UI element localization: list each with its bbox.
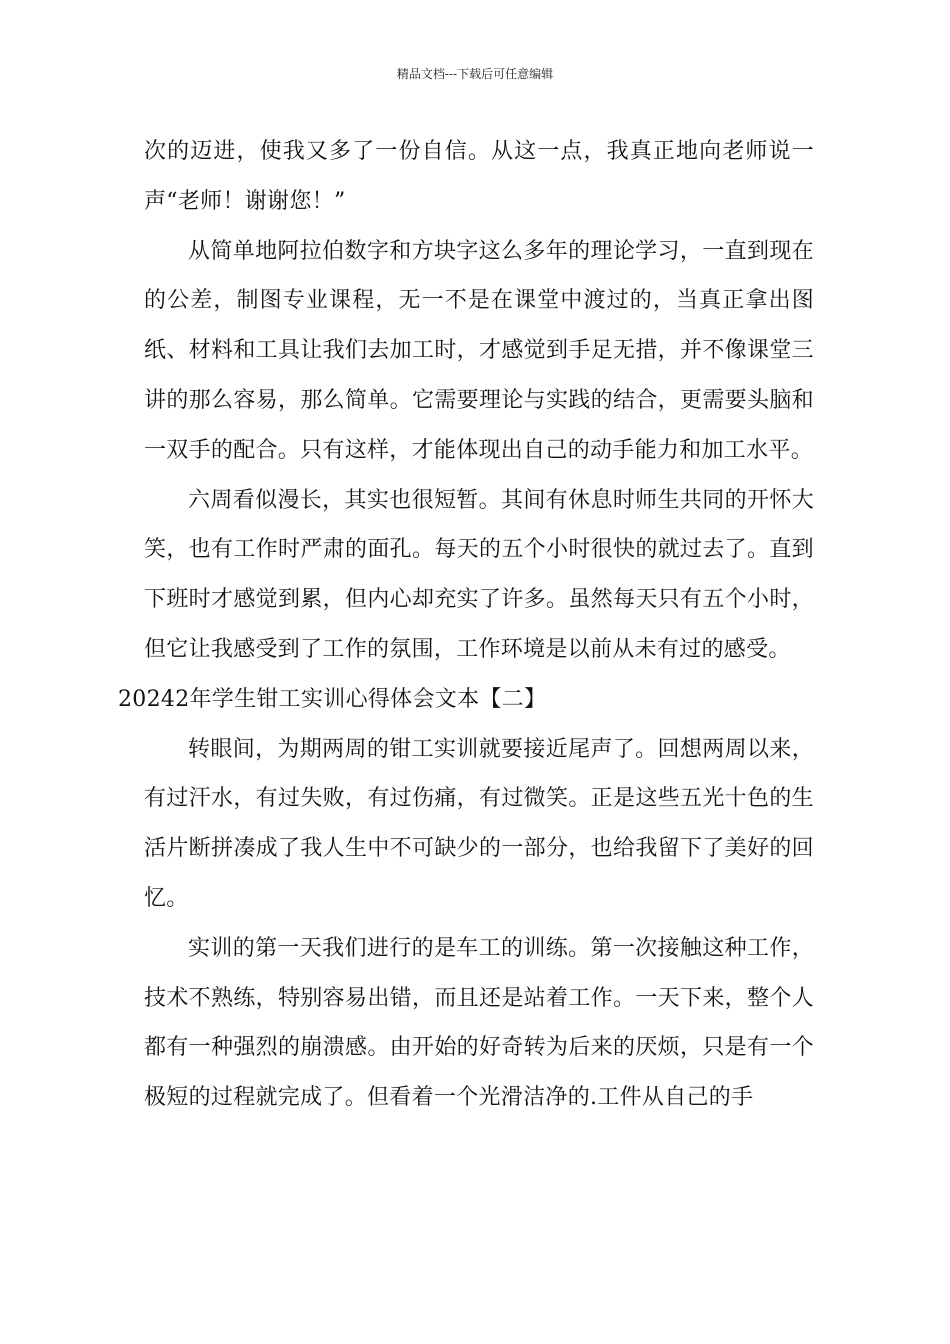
paragraph: 六周看似漫长，其实也很短暂。其间有休息时师生共同的开怀大笑，也有工作时严肃的面孔。每天的五个小时很快的就过去了。直到下班时才感觉到累，但内心却充实了许多。虽然每天只有五个小时，但它让我感受到了工作的氛围，工作环境是以前从未有过的感受。 <box>144 487 814 662</box>
paragraph: 实训的第一天我们进行的是车工的训练。第一次接触这种工作，技术不熟练，特别容易出错，而且还是站着工作。一天下来，整个人都有一种强烈的崩溃感。由开始的好奇转为后来的厌烦，只是有一个极短的过程就完成了。但看着一个光滑洁净的.工件从自己的手 <box>144 935 814 1111</box>
paragraph: 转眼间，为期两周的钳工实训就要接近尾声了。回想两周以来，有过汗水，有过失败，有过伤痛，有过微笑。正是这些五光十色的生活片断拼凑成了我人生中不可缺少的一部分，也给我留下了美好的回忆。 <box>144 736 814 911</box>
document-body <box>118 127 814 1123</box>
paragraph-continuation: 次的迈进，使我又多了一份自信。从这一点，我真正地向老师说一声“老师！谢谢您！” <box>144 139 814 214</box>
section-title: 20242年学生钳工实训心得体会文本【二】 <box>118 686 547 712</box>
paragraph: 从简单地阿拉伯数字和方块字这么多年的理论学习，一直到现在的公差，制图专业课程，无一不是在课堂中渡过的，当真正拿出图纸、材料和工具让我们去加工时，才感觉到手足无措，并不像课堂三讲的那么容易，那么简单。它需要理论与实践的结合，更需要头脑和一双手的配合。只有这样，才能体现出自己的动手能力和加工水平。 <box>144 238 814 463</box>
page-header: 精品文档---下载后可任意编辑 <box>396 67 554 81</box>
